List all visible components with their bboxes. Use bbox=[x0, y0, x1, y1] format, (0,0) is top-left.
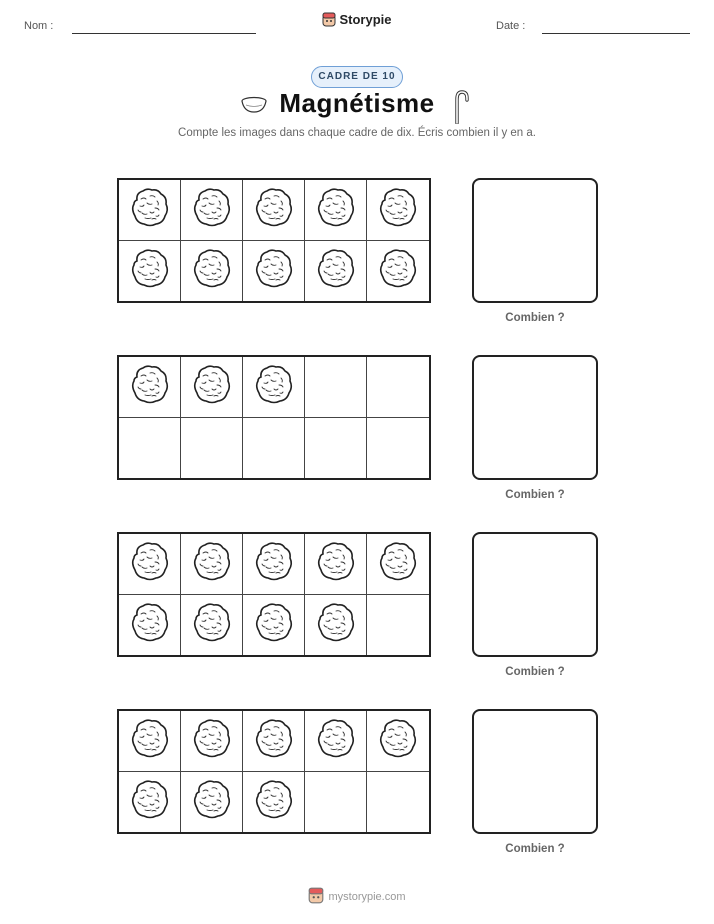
magnetite-rock-icon bbox=[252, 600, 296, 649]
magnetite-rock-icon bbox=[190, 246, 234, 295]
magnetite-rock-icon bbox=[314, 246, 358, 295]
frame-cell bbox=[305, 534, 367, 595]
magnetite-rock-icon bbox=[314, 716, 358, 765]
date-label: Date : bbox=[496, 20, 526, 32]
magnetite-rock-icon bbox=[252, 246, 296, 295]
magnetite-rock-icon bbox=[376, 185, 420, 234]
magnetite-rock-icon bbox=[314, 600, 358, 649]
frame-cell bbox=[243, 180, 305, 241]
ten-frame bbox=[117, 709, 431, 834]
answer-label: Combien ? bbox=[505, 312, 565, 324]
frame-cell bbox=[243, 418, 305, 479]
frame-cell bbox=[367, 534, 429, 595]
frame-cell bbox=[181, 241, 243, 302]
frame-cell bbox=[181, 595, 243, 656]
frame-cell bbox=[119, 595, 181, 656]
magnetite-rock-icon bbox=[252, 777, 296, 826]
magnetite-rock-icon bbox=[190, 362, 234, 411]
frame-cell bbox=[119, 711, 181, 772]
frame-cell bbox=[119, 534, 181, 595]
frame-cell bbox=[181, 418, 243, 479]
storypie-logo-icon bbox=[308, 887, 324, 907]
cane-icon bbox=[452, 90, 470, 129]
answer-box[interactable] bbox=[472, 178, 598, 303]
ten-frame bbox=[117, 532, 431, 657]
frame-cell bbox=[367, 772, 429, 833]
frame-cell bbox=[181, 180, 243, 241]
magnetite-rock-icon bbox=[314, 539, 358, 588]
frame-cell bbox=[119, 772, 181, 833]
frame-cell bbox=[305, 357, 367, 418]
magnetite-rock-icon bbox=[252, 716, 296, 765]
magnetite-rock-icon bbox=[376, 246, 420, 295]
frame-cell bbox=[119, 180, 181, 241]
brand-name: Storypie bbox=[339, 12, 392, 27]
answer-label: Combien ? bbox=[505, 666, 565, 678]
magnetite-rock-icon bbox=[128, 246, 172, 295]
magnetite-rock-icon bbox=[252, 539, 296, 588]
magnetite-rock-icon bbox=[128, 777, 172, 826]
footer-site: mystorypie.com bbox=[328, 891, 406, 903]
frame-cell bbox=[367, 180, 429, 241]
magnetite-rock-icon bbox=[252, 362, 296, 411]
frame-cell bbox=[305, 711, 367, 772]
frame-cell bbox=[243, 534, 305, 595]
frame-cell bbox=[119, 357, 181, 418]
frame-cell bbox=[119, 418, 181, 479]
frame-cell bbox=[181, 711, 243, 772]
frame-cell bbox=[367, 418, 429, 479]
footer bbox=[0, 887, 714, 907]
frame-cell bbox=[119, 241, 181, 302]
magnetite-rock-icon bbox=[128, 539, 172, 588]
name-label: Nom : bbox=[24, 20, 54, 32]
magnetite-rock-icon bbox=[190, 600, 234, 649]
answer-label: Combien ? bbox=[505, 843, 565, 855]
frame-cell bbox=[305, 418, 367, 479]
answer-label: Combien ? bbox=[505, 489, 565, 501]
answer-box[interactable] bbox=[472, 709, 598, 834]
answer-box[interactable] bbox=[472, 532, 598, 657]
magnetite-rock-icon bbox=[128, 185, 172, 234]
magnetite-rock-icon bbox=[128, 600, 172, 649]
ten-frame bbox=[117, 178, 431, 303]
ten-frame bbox=[117, 355, 431, 480]
frame-cell bbox=[243, 711, 305, 772]
magnetite-rock-icon bbox=[190, 185, 234, 234]
frame-cell bbox=[243, 595, 305, 656]
magnetite-rock-icon bbox=[252, 185, 296, 234]
magnetite-rock-icon bbox=[128, 362, 172, 411]
date-line[interactable] bbox=[542, 33, 690, 34]
storypie-logo-icon bbox=[322, 12, 336, 30]
frame-cell bbox=[305, 241, 367, 302]
frame-cell bbox=[305, 180, 367, 241]
frame-cell bbox=[305, 595, 367, 656]
brand bbox=[0, 12, 714, 30]
magnetite-rock-icon bbox=[314, 185, 358, 234]
magnetite-rock-icon bbox=[376, 539, 420, 588]
frame-cell bbox=[367, 241, 429, 302]
frame-cell bbox=[367, 595, 429, 656]
magnetite-rock-icon bbox=[190, 539, 234, 588]
frame-cell bbox=[181, 772, 243, 833]
name-line[interactable] bbox=[72, 33, 256, 34]
frame-cell bbox=[181, 534, 243, 595]
frame-cell bbox=[305, 772, 367, 833]
frame-cell bbox=[243, 357, 305, 418]
frame-cell bbox=[367, 711, 429, 772]
answer-box[interactable] bbox=[472, 355, 598, 480]
magnetite-rock-icon bbox=[190, 716, 234, 765]
frame-cell bbox=[367, 357, 429, 418]
instructions: Compte les images dans chaque cadre de dix. Écris combien il y en a. bbox=[178, 127, 536, 139]
frame-cell bbox=[243, 241, 305, 302]
magnetite-rock-icon bbox=[128, 716, 172, 765]
category-badge: CADRE DE 10 bbox=[311, 66, 403, 88]
frame-cell bbox=[181, 357, 243, 418]
page-title: Magnétisme bbox=[279, 88, 435, 118]
magnetite-rock-icon bbox=[190, 777, 234, 826]
frame-cell bbox=[243, 772, 305, 833]
magnetite-rock-icon bbox=[376, 716, 420, 765]
